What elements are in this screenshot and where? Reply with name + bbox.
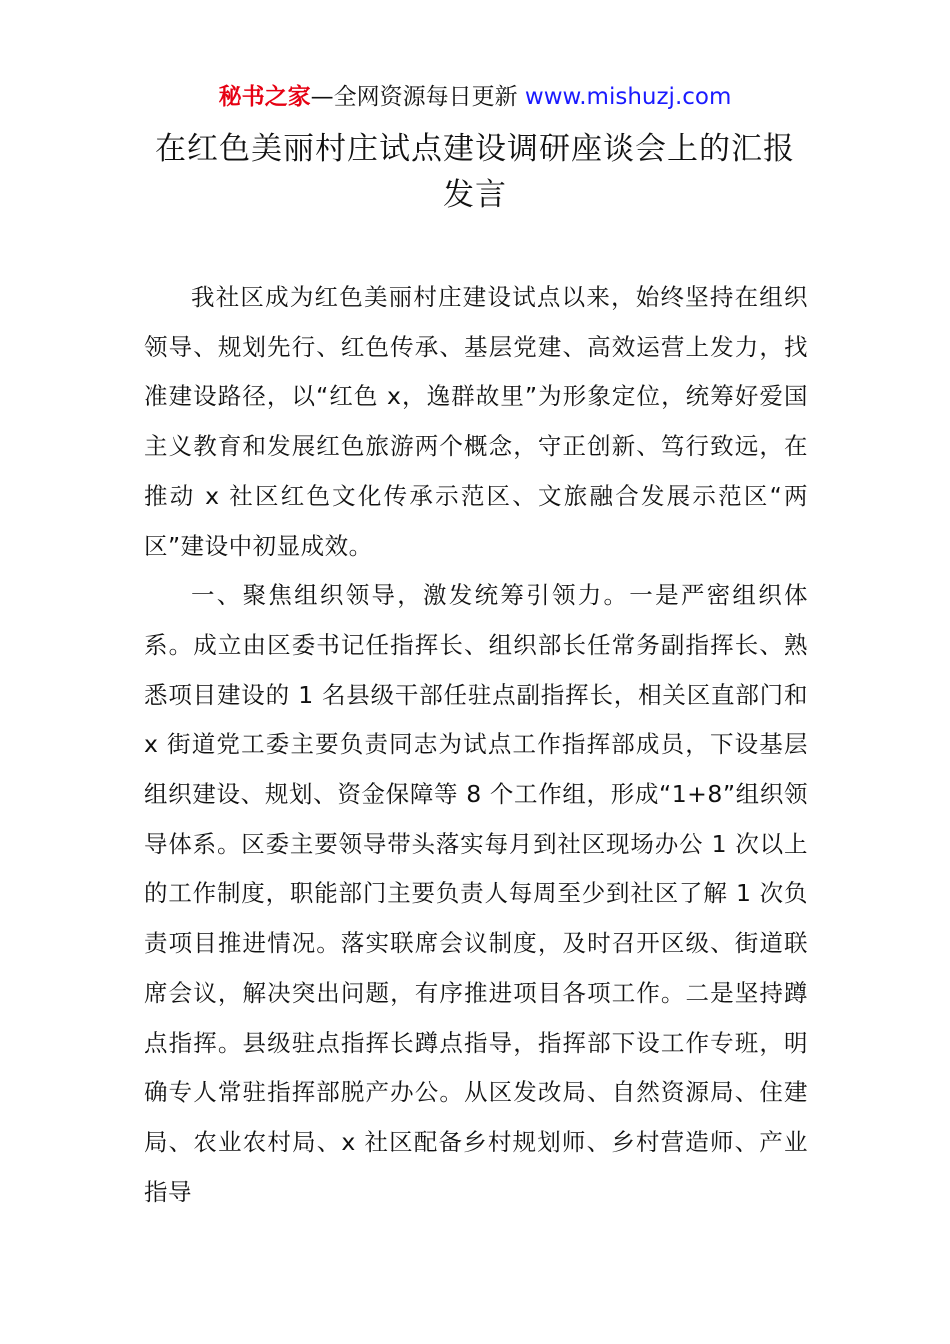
site-brand: 秘书之家 — [218, 84, 311, 110]
site-tagline: —全网资源每日更新 — [310, 84, 518, 110]
paragraph-section-one: 一、聚焦组织领导，激发统筹引领力。一是严密组织体系。成立由区委书记任指挥长、组织部长任常务副指挥长、熟悉项目建设的 1 名县级干部任驻点副指挥长，相关区直部门和 x 街道党工委主要负责同志为试点工作指挥部成员，下设基层组织建设、规划、资金保障等 8 个工作组，形成“1+8”组织领导体系。区委主要领导带头落实每月到社区现场办公 1 次以上的工作制度，职能部门主要负责人每周至少到社区了解 1 次负责项目推进情况。落实联席会议制度，及时召开区级、街道联席会议，解决突出问题，有序推进项目各项工作。二是坚持蹲点指挥。县级驻点指挥长蹲点指导，指挥部下设工作专班，明确专人常驻指挥部脱产办公。从区发改局、自然资源局、住建局、农业农村局、x 社区配备乡村规划师、乡村营造师、产业指导 — [144, 581, 808, 1206]
document-body — [144, 273, 808, 1217]
document-title — [120, 126, 830, 218]
site-header — [0, 80, 950, 114]
title-line-1: 在红色美丽村庄试点建设调研座谈会上的汇报 — [155, 131, 795, 167]
site-url-link[interactable]: www.mishuzj.com — [524, 84, 732, 110]
title-line-2: 发言 — [443, 177, 507, 213]
paragraph-intro: 我社区成为红色美丽村庄建设试点以来，始终坚持在组织领导、规划先行、红色传承、基层党建、高效运营上发力，找准建设路径，以“红色 x，逸群故里”为形象定位，统筹好爱国主义教育和发展红色旅游两个概念，守正创新、笃行致远，在推动 x 社区红色文化传承示范区、文旅融合发展示范区“两区”建设中初显成效。 — [144, 283, 808, 560]
